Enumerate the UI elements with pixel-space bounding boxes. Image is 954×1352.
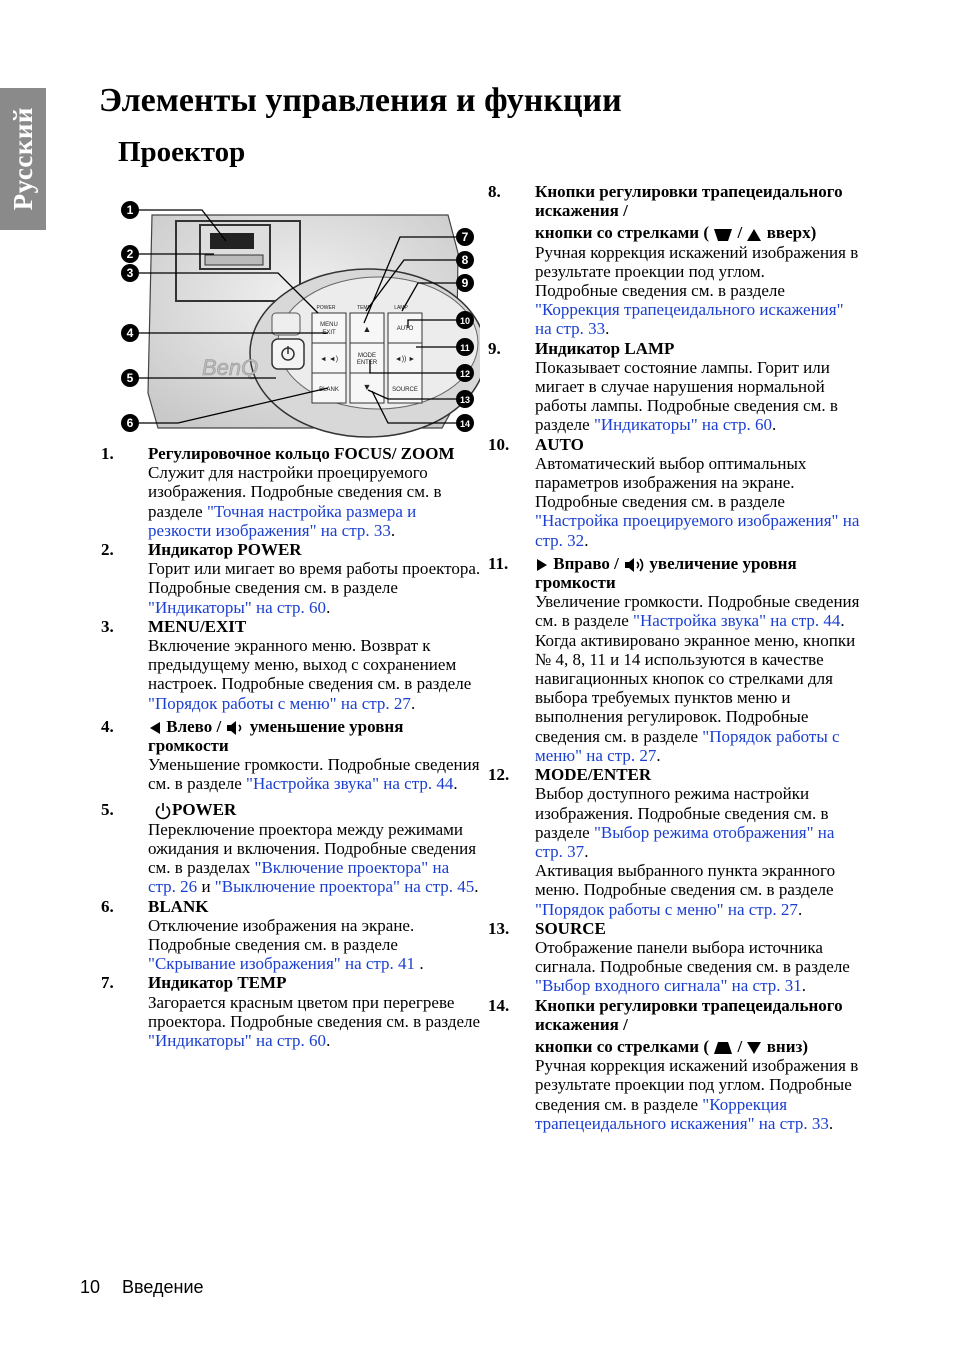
link[interactable]: "Выключение проектора" на стр. 45 — [214, 877, 475, 897]
link[interactable]: "Порядок работы с меню" на стр. 27 — [535, 726, 840, 765]
link[interactable]: "Индикаторы" на стр. 60 — [593, 415, 772, 435]
projector-control-diagram — [118, 193, 480, 443]
list-item: 13. SOURCE Отображение панели выбора источника сигнала. Подробные сведения см. в разделе "Выбор входного сигнала" на стр. 31. — [488, 918, 850, 996]
svg-text:2: 2 — [126, 247, 134, 261]
page-footer — [80, 1277, 226, 1298]
link[interactable]: "Индикаторы" на стр. 60 — [148, 597, 327, 617]
svg-text:◄ ◄): ◄ ◄) — [319, 356, 339, 363]
section-title: Проектор — [118, 136, 246, 168]
list-item: 14. Кнопки регулировки трапецеидального искажения / кнопки со стрелками ( / вниз) Ручная коррекция искажений изображения в результате проекции под углом. Подробные сведения см. в разделе "Коррекция трапецеидального искажения" на стр. 33. — [488, 995, 859, 1133]
svg-text:MENU: MENU — [320, 322, 338, 328]
list-item: 2. Индикатор POWER Горит или мигает во время работы проектора. Подробные сведения см. в разделе "Индикаторы" на стр. 60. — [101, 540, 481, 617]
down-arrow-icon — [746, 1041, 762, 1055]
list-item: 10. AUTO Автоматический выбор оптимальных параметров изображения на экране. Подробные сведения см. в разделе "Настройка проецируемого изображения" на стр. 32. — [488, 434, 860, 550]
svg-text:14: 14 — [459, 419, 471, 429]
svg-text:POWER: POWER — [316, 305, 336, 311]
list-item: 4. Влево / уменьшение уровня громкости Уменьшение громкости. Подробные сведения см. в разделе "Настройка звука" на стр. 44. — [101, 716, 480, 794]
svg-text:◄)) ►: ◄)) ► — [394, 356, 416, 363]
right-arrow-icon — [535, 558, 549, 572]
link[interactable]: "Коррекция трапецеидального искажения" на стр. 33 — [535, 300, 844, 339]
link[interactable]: "Порядок работы с меню" на стр. 27 — [535, 899, 798, 919]
svg-text:SOURCE: SOURCE — [392, 387, 418, 393]
svg-text:3: 3 — [126, 266, 134, 280]
section-name: Введение — [122, 1277, 204, 1297]
svg-text:11: 11 — [460, 343, 470, 353]
svg-text:▲: ▲ — [362, 324, 372, 334]
svg-text:9: 9 — [461, 276, 469, 290]
list-item: 8. Кнопки регулировки трапецеидального искажения / кнопки со стрелками ( / вверх) Ручная коррекция искажений изображения в результате проекции под углом. Подробные сведения см. в разделе "Коррекция трапецеидального искажения" на стр. 33. — [488, 182, 859, 339]
page-number: 10 — [80, 1277, 101, 1297]
keystone-down-icon — [713, 1041, 733, 1055]
link[interactable]: "Включение проектора" на стр. 26 — [148, 858, 450, 897]
link[interactable]: "Выбор входного сигнала" на стр. 31 — [535, 976, 802, 996]
link[interactable]: "Настройка проецируемого изображения" на стр. 32 — [535, 511, 860, 550]
left-column — [101, 444, 481, 1050]
link[interactable]: "Точная настройка размера и резкости изображения" на стр. 33 — [148, 501, 417, 540]
link[interactable]: "Коррекция трапецеидального искажения" на стр. 33 — [535, 1094, 829, 1133]
svg-text:5: 5 — [126, 371, 134, 385]
left-arrow-icon — [148, 721, 162, 735]
svg-text:ENTER: ENTER — [356, 360, 378, 366]
list-item: 1. Регулировочное кольцо FOCUS/ ZOOM Служит для настройки проецируемого изображения. Подробные сведения см. в разделе "Точная настройка размера и резкости изображения" на стр. 33. — [101, 444, 455, 540]
link[interactable]: "Скрывание изображения" на стр. 41 — [148, 954, 416, 974]
power-icon — [154, 802, 172, 820]
link[interactable]: "Выбор режима отображения" на стр. 37 — [535, 822, 835, 861]
svg-text:EXIT: EXIT — [322, 330, 336, 336]
language-tab: Русский — [0, 88, 46, 230]
volume-down-icon — [225, 720, 245, 736]
list-item: 5. POWER Переключение проектора между режимами ожидания и включения. Подробные сведения см. в разделах "Включение проектора" на стр. 26 и "Выключение проектора" на стр. 45. — [101, 799, 479, 897]
link[interactable]: "Настройка звука" на стр. 44 — [633, 611, 841, 631]
brand-logo: BenQ — [202, 355, 259, 380]
link[interactable]: "Настройка звука" на стр. 44 — [246, 774, 454, 794]
svg-text:AUTO: AUTO — [396, 326, 414, 332]
page-title: Элементы управления и функции — [99, 82, 622, 119]
svg-text:8: 8 — [461, 253, 469, 267]
list-item: 12. MODE/ENTER Выбор доступного режима настройки изображения. Подробные сведения см. в разделе "Выбор режима отображения" на стр. 37. Активация выбранного пункта экранного меню. Подробные сведения см. в разделе "Порядок работы с меню" на стр. 27. — [488, 765, 836, 919]
svg-text:LAMP: LAMP — [394, 305, 408, 311]
svg-text:6: 6 — [126, 416, 134, 430]
svg-text:7: 7 — [461, 230, 469, 244]
keystone-up-icon — [713, 228, 733, 242]
svg-text:10: 10 — [459, 316, 471, 326]
right-column — [488, 182, 860, 1133]
svg-text:BLANK: BLANK — [319, 387, 339, 393]
svg-text:MODE: MODE — [358, 353, 376, 359]
svg-text:▼: ▼ — [362, 382, 372, 392]
list-item: 9. Индикатор LAMP Показывает состояние лампы. Горит или мигает в случае нарушения нормальной работы лампы. Подробные сведения см. в разделе "Индикаторы" на стр. 60. — [488, 338, 838, 435]
volume-up-icon — [623, 557, 645, 573]
svg-text:1: 1 — [126, 203, 134, 217]
svg-text:TEMP: TEMP — [357, 305, 371, 311]
list-item: 3. MENU/EXIT Включение экранного меню. Возврат к предыдущему меню, выход с сохранением настроек. Подробные сведения см. в разделе "Порядок работы с меню" на стр. 27. — [101, 616, 472, 713]
svg-text:13: 13 — [459, 395, 471, 405]
svg-text:12: 12 — [459, 369, 471, 379]
list-item: 6. BLANK Отключение изображения на экране. Подробные сведения см. в разделе "Скрывание изображения" на стр. 41 . — [101, 896, 424, 974]
link[interactable]: "Индикаторы" на стр. 60 — [148, 1030, 327, 1050]
list-item: 7. Индикатор TEMP Загорается красным цветом при перегреве проектора. Подробные сведения см. в разделе "Индикаторы" на стр. 60. — [101, 973, 481, 1050]
list-item: 11. Вправо / увеличение уровня громкости Увеличение громкости. Подробные сведения см. в разделе "Настройка звука" на стр. 44. Когда активировано экранное меню, кнопки № 4, 8, 11 и 14 используются в качестве навигационных кнопок со стрелками для выбора требуемых пунктов меню и выполнения регулировок. Подробные сведения см. в разделе "Порядок работы с меню" на стр. 27. — [488, 553, 860, 765]
up-arrow-icon — [746, 228, 762, 242]
svg-text:4: 4 — [126, 326, 134, 340]
link[interactable]: "Порядок работы с меню" на стр. 27 — [148, 693, 411, 713]
